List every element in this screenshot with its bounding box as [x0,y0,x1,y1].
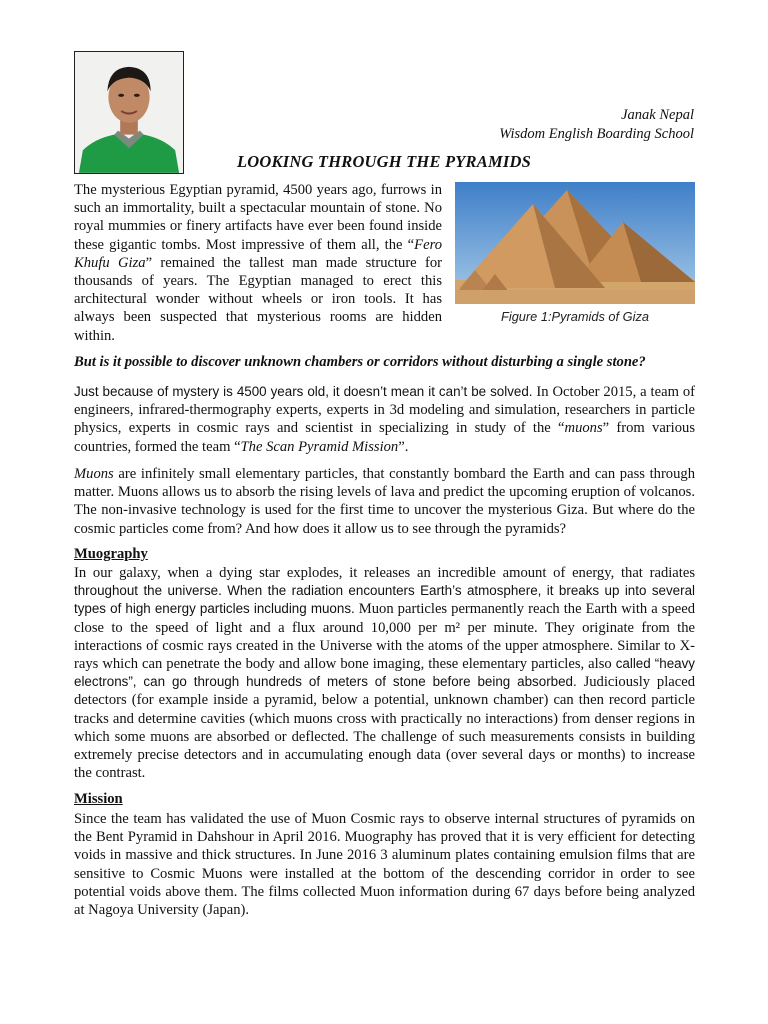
intro-emphasis: Fero Khufu Giza [74,236,442,271]
paragraph-team [74,383,695,456]
muo-text-e: Judiciously placed detectors (for example inside a pyramid, below a potential, unknown chamber) can then record particle tracks and determine cavities (which muons cross with practically no interactions) from denser regions in which some muons are absorbed or deflected. The challenge of such measurements consists in building extremely precise detectors and in accumulating enough data (over several days or months) to increase the contrast. [74,674,695,782]
article-title: LOOKING THROUGH THE PYRAMIDS [237,152,531,171]
author-name: Janak Nepal [621,107,694,123]
intro-paragraph [74,181,442,345]
muo-text-a: In our galaxy, when a dying star explodes, it releases an incredible amount of energy, that radiates [74,565,695,581]
figure-caption: Figure 1:Pyramids of Giza [501,309,649,324]
paragraph-mission: Since the team has validated the use of Muon Cosmic rays to observe internal structures of pyramids on the Bent Pyramid in Dahshour in April 2016. Muography has proved that it is very efficient for detecting voids in massive and thick structures. In June 2016 3 aluminum plates containing emulsion films that are sensitive to Cosmic Muons were installed at the bottom of the descending corridor in order to see potential voids above them. The films collected Muon information during 67 days before being analyzed at Nagoya University (Japan). [74,811,695,919]
mission-heading: Mission [74,791,123,807]
p1-emphasis-muons: muons [564,420,603,437]
paragraph-muons [74,465,695,538]
pyramids-figure [455,182,695,304]
author-school: Wisdom English Boarding School [499,126,694,142]
p1-text-a: Just because of mystery is 4500 years old, it doesn’t mean it can’t be solved. [74,384,533,399]
pyramids-image [455,182,695,304]
question-heading: But is it possible to discover unknown chambers or corridors without disturbing a single stone? [74,354,646,370]
muography-heading: Muography [74,546,148,562]
muo-text-d: called “heavy electrons”, can go through hundreds of meters of stone before being absorbed. [74,656,695,690]
intro-text-b: ” remained the tallest man made structure for thousands of years. The Egyptian managed to erect this architectural wonder without wheels or iron tools. It has always been suspected that mysterious rooms are hidden within. [74,254,442,344]
p2-emphasis: Muons [74,466,114,482]
muo-text-c: Muon particles permanently reach the Earth with a speed close to the speed of light and a flux around 10,000 per m² per minute. They originate from the interactions of cosmic rays created in the Universe with the atoms of the upper atmosphere. Similar to X-rays which can penetrate the body and allow bone imaging, these elementary particles, also [74,601,695,673]
p1-text-c: ” from various countries, formed the team “ [74,420,695,455]
p1-text-d: ”. [398,438,409,455]
author-block [499,106,694,144]
muo-text-b: throughout the universe. When the radiation encounters Earth’s atmosphere, it breaks up into several types of high energy particles including muons. [74,583,695,617]
p1-emphasis-mission: The Scan Pyramid Mission [240,438,399,455]
paragraph-muography [74,564,695,782]
p1-text-b: In October 2015, a team of engineers, infrared-thermography experts, experts in 3d modeling and simulation, researchers in particle physics, experts in cosmic rays and scientist in specializing in study of the “ [74,384,695,437]
intro-text-a: The mysterious Egyptian pyramid, 4500 years ago, furrows in such an immortality, built a spectacular mountain of stone. No royal mummies or finery artifacts have ever been found inside these gigantic tombs. Most impressive of them all, the “ [74,182,442,253]
p2-text: are infinitely small elementary particles, that constantly bombard the Earth and can pass through matter. Muons allows us to absorb the rising levels of lava and predict the upcoming eruption of volcanos. The non-invasive technology is used for the first time to uncover the mysterious Giza. But where do the cosmic particles come from? And how does it allow us to see through the pyramids? [74,466,695,537]
